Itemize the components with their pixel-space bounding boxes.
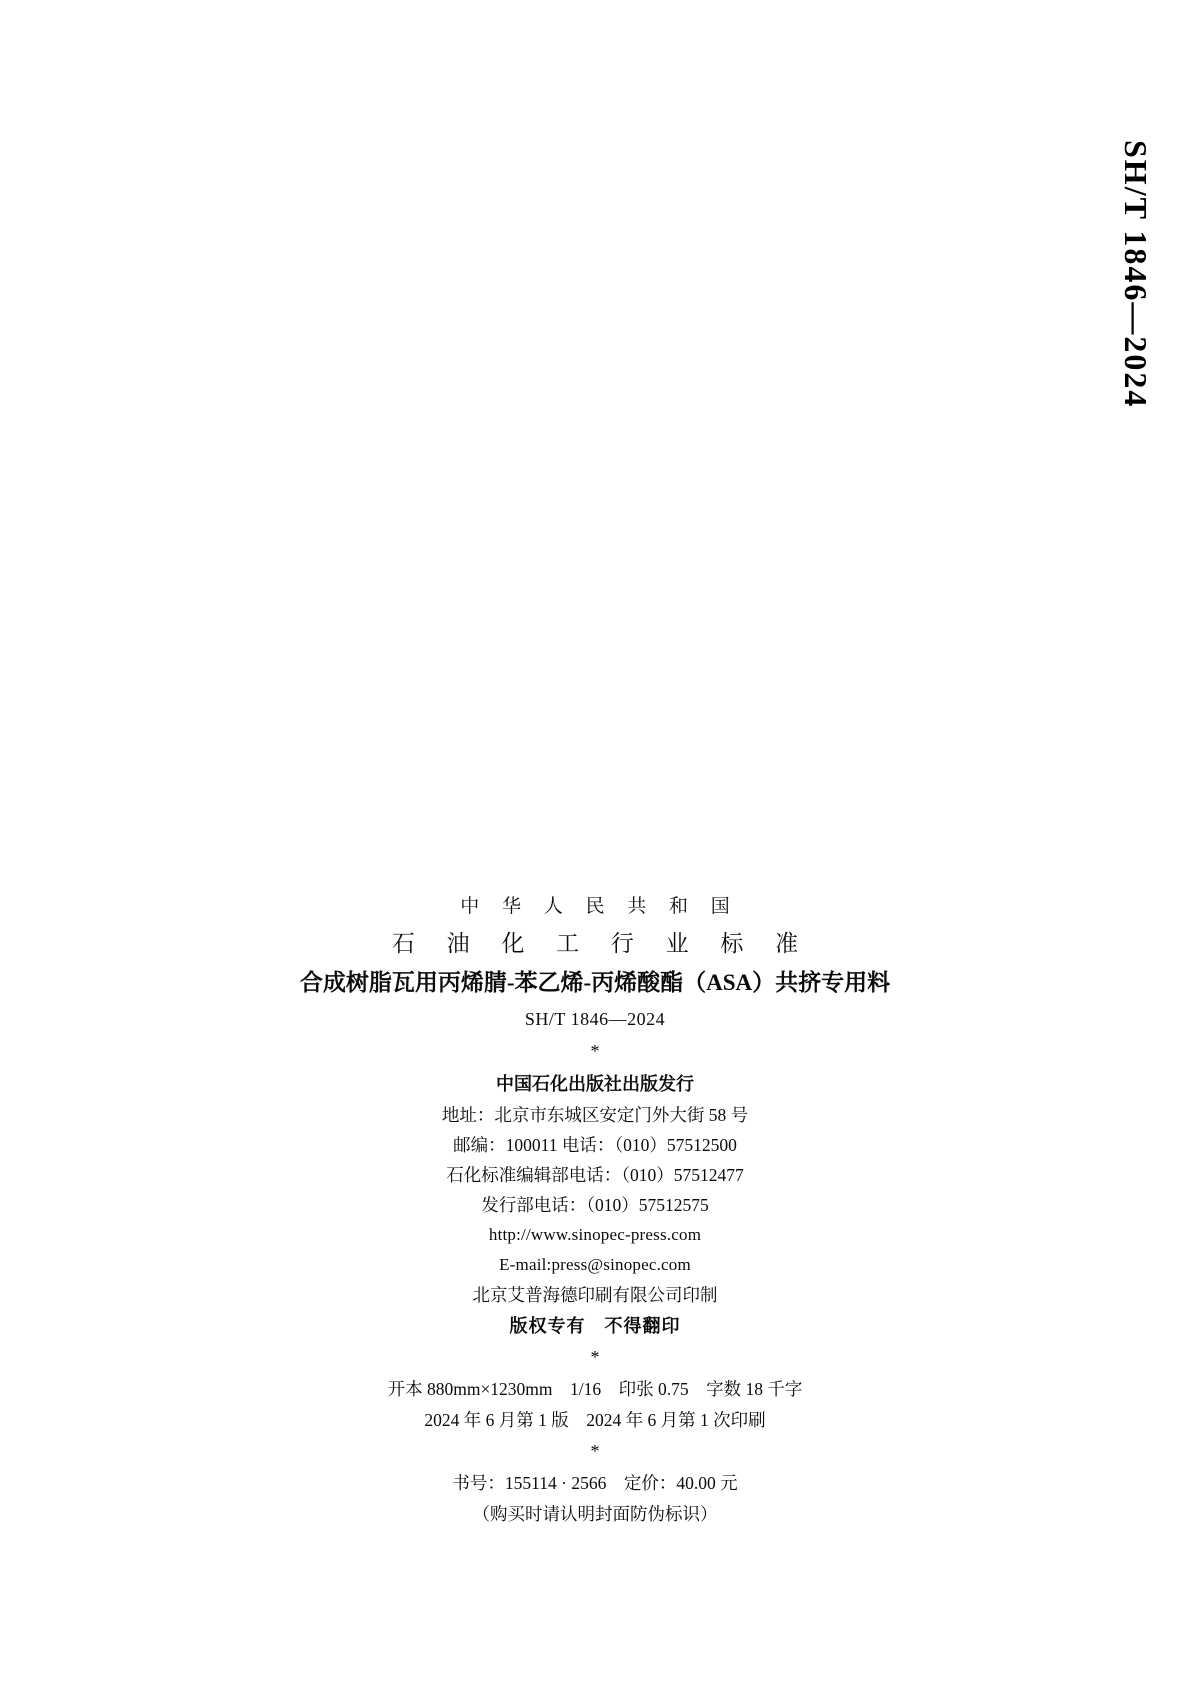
format-specification: 开本 880mm×1230mm 1/16 印张 0.75 字数 18 千字 <box>387 1379 803 1399</box>
anti-counterfeit-note: （购买时请认明封面防伪标识） <box>472 1504 718 1524</box>
publisher-name: 中国石化出版社出版发行 <box>496 1074 694 1094</box>
postcode-and-phone: 邮编：100011 电话：（010）57512500 <box>453 1135 737 1155</box>
separator-asterisk-1: * <box>590 1041 600 1061</box>
colophon-block <box>0 890 1190 1530</box>
printer-name: 北京艾普海德印刷有限公司印制 <box>472 1285 718 1305</box>
separator-asterisk-2: * <box>590 1347 600 1367</box>
standard-number-vertical: SH/T 1846—2024 <box>1118 140 1154 409</box>
copyright-notice: 版权专有 不得翻印 <box>509 1316 681 1336</box>
publisher-website: http://www.sinopec-press.com <box>488 1225 702 1244</box>
separator-asterisk-3: * <box>590 1441 600 1461</box>
standard-title: 合成树脂瓦用丙烯腈-苯乙烯-丙烯酸酯（ASA）共挤专用料 <box>299 970 891 995</box>
publisher-email: E-mail:press@sinopec.com <box>499 1255 691 1274</box>
industry-standard-heading: 石 油 化 工 行 业 标 准 <box>391 931 812 956</box>
standard-number: SH/T 1846—2024 <box>524 1009 666 1029</box>
editorial-phone: 石化标准编辑部电话：（010）57512477 <box>446 1165 744 1185</box>
publisher-address: 地址：北京市东城区安定门外大街 58 号 <box>441 1105 749 1125</box>
country-heading: 中 华 人 民 共 和 国 <box>460 896 739 917</box>
distribution-phone: 发行部电话：（010）57512575 <box>481 1195 709 1215</box>
book-number-and-price: 书号：155114 · 2566 定价：40.00 元 <box>452 1473 738 1493</box>
edition-info: 2024 年 6 月第 1 版 2024 年 6 月第 1 次印刷 <box>424 1410 766 1430</box>
